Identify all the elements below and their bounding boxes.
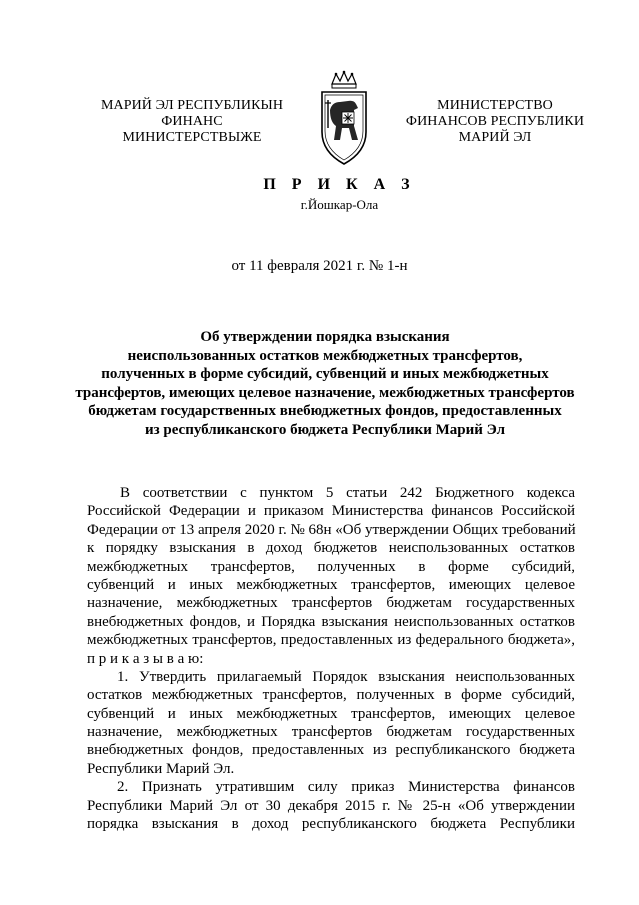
item1-line: 1. Утвердить прилагаемый Порядок взыскания неиспользованных	[117, 668, 575, 685]
item1-line: остатков межбюджетных трансфертов, полученных в форме субсидий,	[87, 687, 575, 704]
body-line: к порядку взыскания в доход бюджетов неиспользованных остатков	[87, 540, 575, 557]
order-title: П Р И К А З	[263, 176, 416, 193]
body-line: Федерации от 13 апреля 2020 г. № 68н «Об утверждении Общих требований	[87, 521, 576, 538]
document-title	[60, 328, 590, 439]
coat-of-arms-icon	[318, 70, 370, 170]
document-title-line: бюджетам государственных внебюджетных фондов, предоставленных	[88, 403, 562, 419]
header-right-ministry-name-ru	[400, 98, 590, 146]
body-line: Российской Федерации и приказом Министерства финансов Российской	[87, 503, 575, 520]
item2-line: порядка взыскания в доход республиканского бюджета Республики	[87, 816, 575, 833]
body-line: межбюджетных трансфертов, предоставленных из федерального бюджета»,	[87, 632, 575, 649]
order-city: г.Йошкар-Ола	[300, 197, 379, 212]
order-date-number: от 11 февраля 2021 г. № 1-н	[231, 258, 408, 274]
item1-line: Республики Марий Эл.	[87, 760, 235, 777]
body-line: внебюджетных фондов, и Порядка взыскания неиспользованных остатков	[87, 613, 575, 630]
document-title-line: из республиканского бюджета Республики Марий Эл	[144, 421, 506, 438]
body-line: межбюджетных трансфертов, полученных в форме субсидий,	[87, 558, 575, 575]
document-body	[87, 484, 575, 833]
orders-word: п р и к а з ы в а ю:	[87, 650, 204, 667]
document-title-line: Об утверждении порядка взыскания	[200, 329, 450, 345]
header-right-line: МИНИСТЕРСТВО	[437, 98, 553, 113]
body-line: В соответствии с пунктом 5 статьи 242 Бюджетного кодекса	[120, 485, 575, 501]
header-left-line: ФИНАНС	[161, 114, 223, 129]
document-title-line: трансфертов, имеющих целевое назначение, межбюджетных трансфертов	[75, 384, 575, 401]
item1-line: субвенций и иных межбюджетных трансфертов, имеющих целевое	[87, 705, 575, 722]
item2-line: 2. Признать утратившим силу приказ Министерства финансов	[117, 779, 575, 796]
document-title-line: неиспользованных остатков межбюджетных трансфертов,	[127, 347, 523, 364]
header-right-line: ФИНАНСОВ РЕСПУБЛИКИ	[405, 114, 585, 129]
item1-line: назначение, межбюджетных трансфертов бюджетам государственных	[87, 724, 575, 741]
body-line: субвенций и иных межбюджетных трансфертов, имеющих целевое	[87, 576, 575, 593]
body-line: назначение, межбюджетных трансфертов бюджетам государственных	[87, 595, 575, 612]
header-left-line: МИНИСТЕРСТВЫЖЕ	[122, 130, 262, 145]
document-title-line: полученных в форме субсидий, субвенций и иных межбюджетных	[101, 366, 549, 382]
header-right-line: МАРИЙ ЭЛ	[458, 130, 532, 145]
header-left-line: МАРИЙ ЭЛ РЕСПУБЛИКЫН	[100, 98, 284, 113]
item2-line: Республики Марий Эл от 30 декабря 2015 г. № 25-н «Об утверждении	[87, 797, 575, 814]
header-left-ministry-name-mari	[92, 98, 292, 146]
item1-line: внебюджетных фондов, предоставленных из республиканского бюджета	[87, 742, 575, 759]
